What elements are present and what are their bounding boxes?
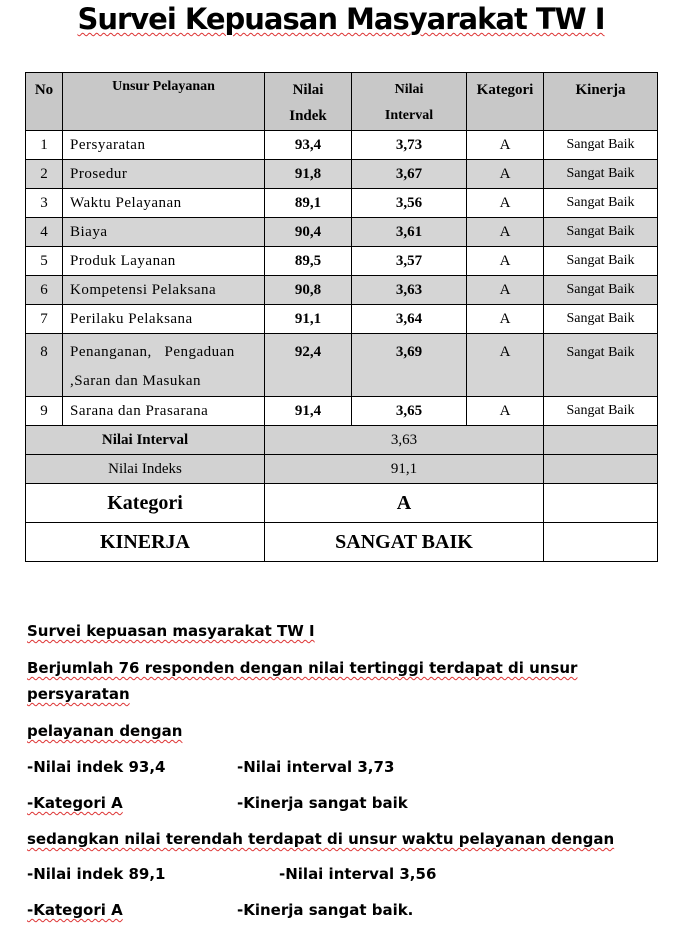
row-unsur: Sarana dan Prasarana bbox=[63, 397, 265, 426]
summary-empty-cell bbox=[544, 455, 658, 484]
summary-kinerja-label: KINERJA bbox=[26, 523, 265, 562]
row-indek: 90,4 bbox=[265, 218, 352, 247]
table-row bbox=[26, 160, 658, 189]
notes-line1: Berjumlah 76 responden dengan nilai tertinggi terdapat di unsur bbox=[27, 659, 578, 677]
header-no: No bbox=[26, 73, 63, 131]
row-indek: 90,8 bbox=[265, 276, 352, 305]
summary-kategori-label: Kategori bbox=[26, 484, 265, 523]
row-no: 2 bbox=[26, 160, 63, 189]
summary-indeks-row bbox=[26, 455, 658, 484]
notes-line3: sedangkan nilai terendah terdapat di unsur waktu pelayanan dengan bbox=[27, 830, 615, 848]
notes-high-indek: -Nilai indek 93,4 bbox=[27, 758, 166, 776]
row-kinerja: Sangat Baik bbox=[544, 189, 658, 218]
row-no: 9 bbox=[26, 397, 63, 426]
row-no: 5 bbox=[26, 247, 63, 276]
summary-kinerja-row bbox=[26, 523, 658, 562]
row-interval: 3,63 bbox=[352, 276, 467, 305]
row-kinerja: Sangat Baik bbox=[544, 160, 658, 189]
row-indek: 92,4 bbox=[265, 334, 352, 397]
row-kategori: A bbox=[467, 276, 544, 305]
table-row bbox=[26, 247, 658, 276]
row-no: 4 bbox=[26, 218, 63, 247]
row-interval: 3,73 bbox=[352, 131, 467, 160]
row-indek: 89,1 bbox=[265, 189, 352, 218]
row-kinerja: Sangat Baik bbox=[544, 397, 658, 426]
summary-indeks-value: 91,1 bbox=[265, 455, 544, 484]
survey-table bbox=[25, 72, 658, 562]
notes-low-kategori: -Kategori A bbox=[27, 901, 123, 919]
table-row bbox=[26, 334, 658, 397]
row-interval: 3,69 bbox=[352, 334, 467, 397]
row-no: 3 bbox=[26, 189, 63, 218]
row-indek: 89,5 bbox=[265, 247, 352, 276]
header-unsur-pelayanan: Unsur Pelayanan bbox=[63, 73, 265, 131]
summary-interval-row bbox=[26, 426, 658, 455]
row-interval: 3,57 bbox=[352, 247, 467, 276]
header-nilai-indek: Nilai Indek bbox=[265, 73, 352, 131]
row-kinerja: Sangat Baik bbox=[544, 305, 658, 334]
summary-empty-cell bbox=[544, 426, 658, 455]
row-kategori: A bbox=[467, 189, 544, 218]
header-kinerja: Kinerja bbox=[544, 73, 658, 131]
table-row bbox=[26, 189, 658, 218]
row-unsur: Waktu Pelayanan bbox=[63, 189, 265, 218]
row-kategori: A bbox=[467, 334, 544, 397]
row-interval: 3,65 bbox=[352, 397, 467, 426]
row-no: 1 bbox=[26, 131, 63, 160]
notes-high-interval: -Nilai interval 3,73 bbox=[237, 758, 395, 776]
summary-indeks-label: Nilai Indeks bbox=[26, 455, 265, 484]
row-kategori: A bbox=[467, 218, 544, 247]
row-kinerja: Sangat Baik bbox=[544, 218, 658, 247]
row-kategori: A bbox=[467, 160, 544, 189]
notes-low-interval: -Nilai interval 3,56 bbox=[279, 865, 437, 883]
notes-low-indek: -Nilai indek 89,1 bbox=[27, 865, 166, 883]
row-no: 6 bbox=[26, 276, 63, 305]
row-indek: 91,1 bbox=[265, 305, 352, 334]
row-interval: 3,56 bbox=[352, 189, 467, 218]
table-header-row bbox=[26, 73, 658, 131]
table-row bbox=[26, 276, 658, 305]
row-no: 7 bbox=[26, 305, 63, 334]
notes-high-kategori: -Kategori A bbox=[27, 794, 123, 812]
row-unsur: Perilaku Pelaksana bbox=[63, 305, 265, 334]
row-kategori: A bbox=[467, 247, 544, 276]
summary-empty-cell bbox=[544, 523, 658, 562]
row-no: 8 bbox=[26, 334, 63, 397]
header-nilai-interval: Nilai Interval bbox=[352, 73, 467, 131]
row-indek: 93,4 bbox=[265, 131, 352, 160]
table-row bbox=[26, 131, 658, 160]
row-unsur: Prosedur bbox=[63, 160, 265, 189]
row-unsur: Kompetensi Pelaksana bbox=[63, 276, 265, 305]
summary-interval-label: Nilai Interval bbox=[26, 426, 265, 455]
row-interval: 3,67 bbox=[352, 160, 467, 189]
row-kinerja: Sangat Baik bbox=[544, 276, 658, 305]
row-kinerja: Sangat Baik bbox=[544, 131, 658, 160]
notes-low-kinerja: -Kinerja sangat baik. bbox=[237, 901, 414, 919]
table-row bbox=[26, 397, 658, 426]
row-kategori: A bbox=[467, 305, 544, 334]
row-kategori: A bbox=[467, 397, 544, 426]
notes-line2: pelayanan dengan bbox=[27, 722, 183, 740]
row-unsur: Biaya bbox=[63, 218, 265, 247]
row-unsur: Penanganan, Pengaduan ,Saran dan Masukan bbox=[63, 334, 265, 397]
row-indek: 91,4 bbox=[265, 397, 352, 426]
notes-high-kinerja: -Kinerja sangat baik bbox=[237, 794, 408, 812]
row-unsur: Persyaratan bbox=[63, 131, 265, 160]
row-kinerja: Sangat Baik bbox=[544, 334, 658, 397]
header-kategori: Kategori bbox=[467, 73, 544, 131]
table-row bbox=[26, 218, 658, 247]
row-kinerja: Sangat Baik bbox=[544, 247, 658, 276]
row-interval: 3,64 bbox=[352, 305, 467, 334]
row-interval: 3,61 bbox=[352, 218, 467, 247]
notes-heading: Survei kepuasan masyarakat TW I bbox=[27, 622, 315, 640]
summary-interval-value: 3,63 bbox=[265, 426, 544, 455]
row-kategori: A bbox=[467, 131, 544, 160]
notes-line1b: persyaratan bbox=[27, 685, 130, 703]
table-row bbox=[26, 305, 658, 334]
summary-empty-cell bbox=[544, 484, 658, 523]
summary-kinerja-value: SANGAT BAIK bbox=[265, 523, 544, 562]
summary-kategori-row bbox=[26, 484, 658, 523]
summary-kategori-value: A bbox=[265, 484, 544, 523]
row-indek: 91,8 bbox=[265, 160, 352, 189]
row-unsur: Produk Layanan bbox=[63, 247, 265, 276]
page-title: Survei Kepuasan Masyarakat TW I bbox=[77, 2, 605, 36]
